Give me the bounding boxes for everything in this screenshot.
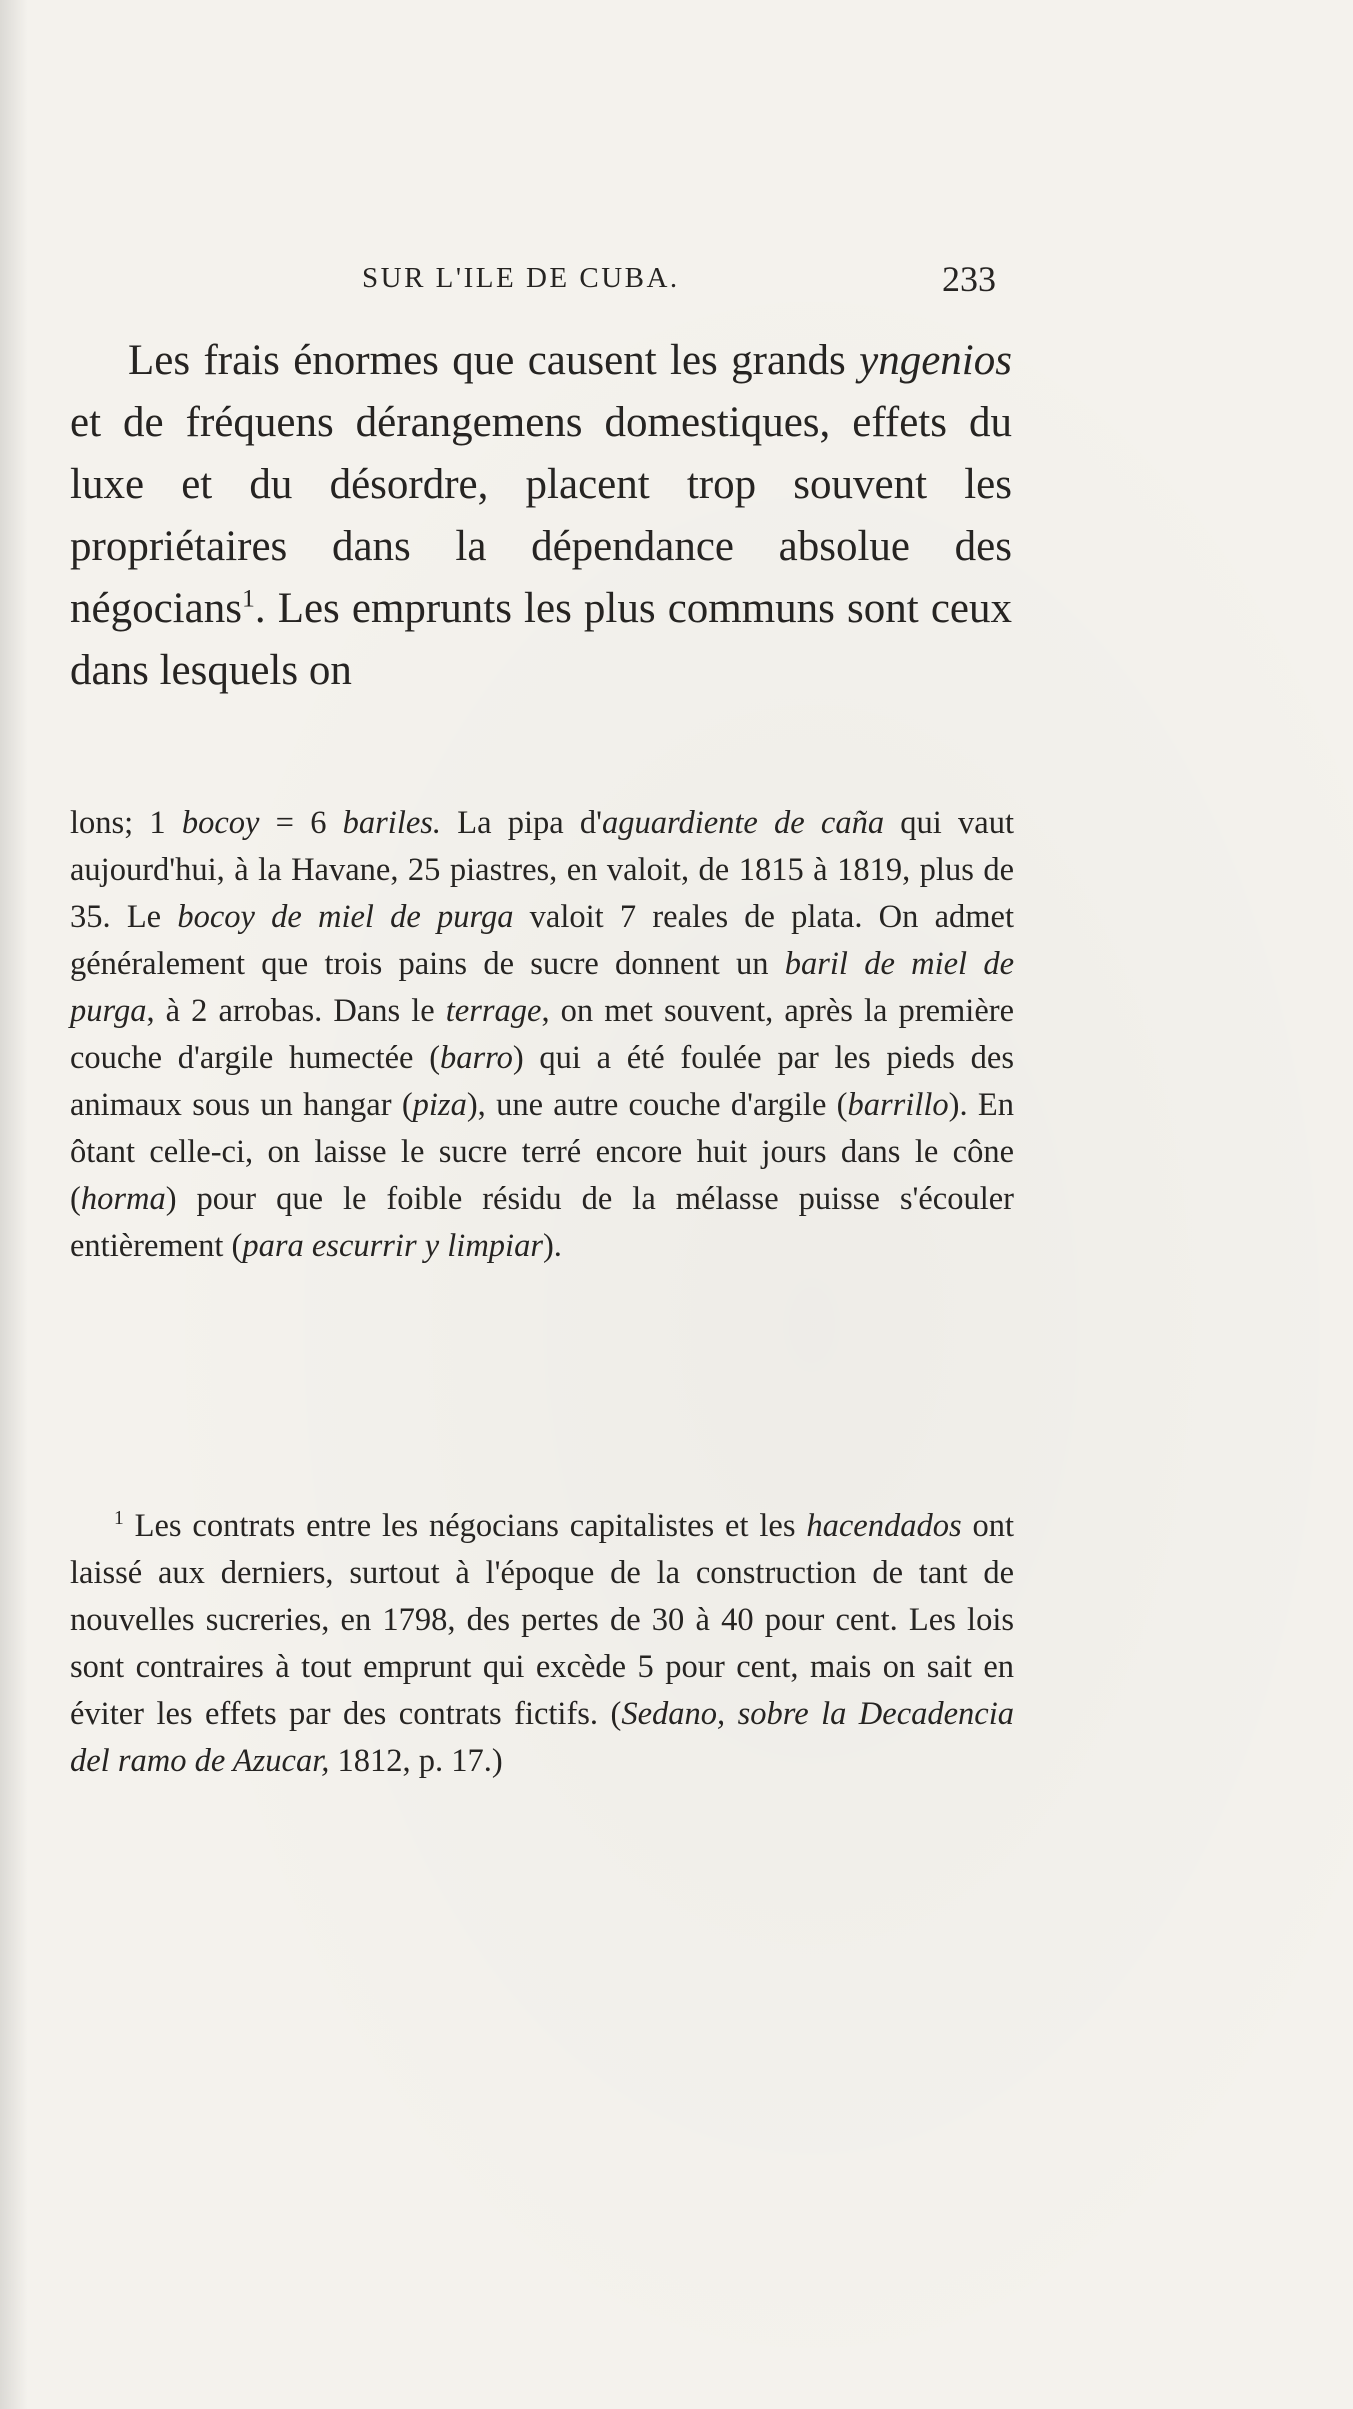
italic-term: yngenios — [859, 337, 1012, 384]
text-run: ) pour que le foible résidu de la mélasse puisse s'écouler entièrement ( — [70, 1181, 1014, 1264]
text-run: ), une autre couche d'argile ( — [466, 1087, 848, 1123]
footnote-1 — [70, 1503, 1014, 1785]
italic-term: hacendados — [806, 1508, 962, 1544]
page-header — [70, 259, 1020, 302]
text-run: ) qui a été foulée par les pieds des animaux sous un hangar ( — [70, 1040, 1014, 1123]
text-run: La pipa d' — [441, 805, 602, 841]
italic-term: horma — [80, 1181, 166, 1217]
italic-term: bariles. — [342, 805, 442, 841]
text-run: 1812, p. 17.) — [329, 1743, 503, 1779]
text-run: lons; 1 — [70, 805, 182, 841]
footnote-marker: 1 — [114, 1508, 124, 1530]
text-run: Les contrats entre les négocians capitalistes et les — [123, 1508, 807, 1544]
footnote-reference[interactable]: 1 — [241, 583, 255, 613]
text-run: ). — [542, 1228, 562, 1264]
italic-term: piza — [412, 1087, 467, 1123]
italic-term: bocoy — [181, 805, 260, 841]
italic-term: aguardiente de caña — [602, 805, 885, 841]
italic-term: para escurrir y limpiar — [242, 1228, 543, 1264]
italic-term: bocoy de miel de purga — [177, 899, 514, 935]
text-run: = 6 — [259, 805, 343, 841]
page-number: 233 — [942, 259, 996, 299]
text-run: et de fréquens dérangemens domestiques, effets du luxe et du désordre, placent trop souvent les propriétaires dans la dépendance absolue des négocians — [70, 399, 1012, 632]
text-run: , à 2 arrobas. Dans le — [146, 993, 446, 1029]
text-run: ont laissé aux derniers, surtout à l'époque de la construction de tant de nouvelles sucreries, en 1798, des pertes de 30 à 40 pour cent. Les lois sont contraires à tout emprunt qui excède 5 pour cent, mais on sait en éviter les effets par des contrats fictifs. ( — [70, 1508, 1015, 1732]
text-run: . Les emprunts les plus communs sont ceux dans lesquels on — [70, 585, 1012, 694]
italic-citation: Sedano, sobre la Decadencia del ramo de Azucar, — [70, 1696, 1015, 1779]
text-run: qui vaut aujourd'hui, à la Havane, 25 piastres, en valoit, de 1815 à 1819, plus de 35. Le — [70, 805, 1014, 935]
text-run: , on met souvent, après la première couche d'argile humectée ( — [70, 993, 1014, 1076]
italic-term: barro — [440, 1040, 513, 1076]
italic-term: baril de miel de purga — [70, 946, 1014, 1029]
text-run: valoit 7 reales de plata. On admet généralement que trois pains de sucre donnent un — [70, 899, 1014, 982]
main-paragraph — [70, 330, 1012, 702]
running-head: SUR L'ILE DE CUBA. — [362, 262, 680, 294]
italic-term: terrage — [445, 993, 542, 1029]
continued-footnote — [70, 800, 1014, 1270]
text-run: Les frais énormes que causent les grands — [128, 337, 860, 384]
italic-term: barrillo — [847, 1087, 949, 1123]
text-run: ). En ôtant celle-ci, on laisse le sucre terré encore huit jours dans le cône ( — [70, 1087, 1014, 1217]
page-gutter-shadow — [0, 0, 28, 2409]
